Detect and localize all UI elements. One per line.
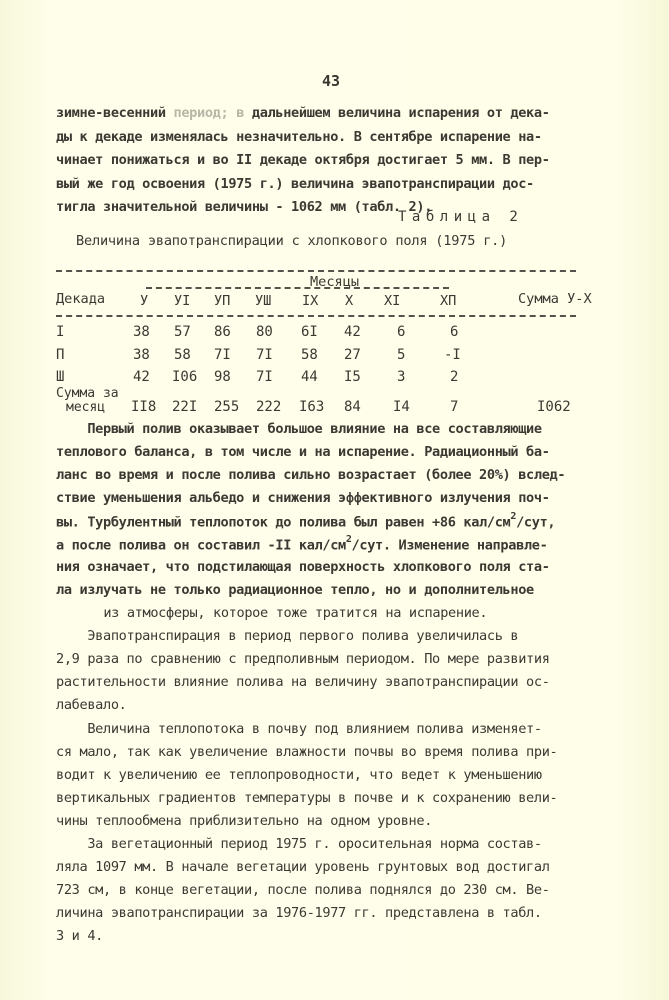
total-value: 7 — [450, 399, 459, 415]
text-line: вый же год освоения (1975 г.) величина эвапотранспирации дос- — [56, 176, 534, 192]
cell-value: 7I — [214, 347, 231, 363]
total-value: 84 — [344, 399, 361, 415]
column-header: IX — [302, 293, 319, 309]
text-line: 3 и 4. — [56, 928, 104, 944]
text-line: тигла значительной величины - 1062 мм (табл. 2). — [56, 199, 433, 215]
text-segment: /сут. Изменение направле- — [351, 537, 548, 554]
text-line: вертикальных градиентов температуры в почве и к сохранению вели- — [56, 790, 558, 806]
cell-value: 2 — [450, 369, 459, 385]
cell-value: 42 — [133, 369, 150, 385]
cell-value: 6 — [450, 324, 459, 340]
faded-text-segment: период; в — [173, 105, 252, 121]
column-header: У — [140, 293, 149, 309]
text-line — [56, 536, 547, 554]
text-line: ланс во время и после полива сильно возрастает (более 20%) вслед- — [56, 467, 566, 483]
column-header: X — [345, 293, 354, 309]
text-line: растительности влияние полива на величину эвапотранспирации ос- — [56, 674, 550, 690]
table-label: Таблица 2 — [398, 209, 524, 225]
cell-value: 3 — [397, 369, 406, 385]
text-line — [56, 513, 555, 531]
text-line: чины теплообмена приблизительно на одном уровне. — [56, 813, 433, 829]
cell-value: 38 — [133, 324, 150, 340]
table-header-rule — [56, 315, 576, 317]
table-top-rule — [56, 270, 576, 272]
text-line: ды к декаде изменялась незначительно. В сентябре испарение на- — [56, 129, 542, 145]
cell-value: 80 — [256, 324, 273, 340]
page-number: 43 — [322, 72, 341, 90]
text-line: 2,9 раза по сравнению с предполивным периодом. По мере развития — [56, 651, 550, 667]
cell-value: 7I — [256, 369, 273, 385]
group-header-months: Месяцы — [310, 274, 360, 290]
cell-value: 42 — [344, 324, 361, 340]
text-line: Величина теплопотока в почву под влиянием полива изменяет- — [56, 721, 542, 737]
total-label-line1: Сумма за — [56, 386, 119, 401]
cell-value: 98 — [214, 369, 231, 385]
total-value: I63 — [299, 399, 325, 415]
text-line: теплового баланса, в том числе и на испарение. Радиационный ба- — [56, 444, 550, 460]
text-line: ся мало, так как увеличение влажности почвы во время полива при- — [56, 744, 558, 760]
cell-value: 86 — [214, 324, 231, 340]
cell-value: 7I — [256, 347, 273, 363]
cell-value: -I — [444, 347, 461, 363]
text-line: водит к увеличению ее теплопроводности, что ведет к уменьшению — [56, 767, 542, 783]
total-value: 222 — [256, 399, 282, 415]
text-line: ствие уменьшения альбедо и снижения эффективного излучения поч- — [56, 490, 550, 506]
total-value: 22I — [172, 399, 198, 415]
text-line: лабевало. — [56, 697, 127, 713]
cell-value: 5 — [397, 347, 406, 363]
text-line: личина эвапотранспирации за 1976-1977 гг. представлена в табл. — [56, 905, 542, 921]
cell-value: 58 — [301, 347, 318, 363]
cell-value: 58 — [174, 347, 191, 363]
text-line: ляла 1097 мм. В начале вегетации уровень грунтовых вод достигал — [56, 859, 550, 875]
total-sum: I062 — [537, 399, 571, 415]
column-header: УП — [214, 293, 231, 309]
column-header: Сумма У-Х — [518, 291, 592, 307]
text-segment: вы. Турбулентный теплопоток до полива был равен +86 кал/см — [56, 514, 511, 531]
total-value: II8 — [131, 399, 157, 415]
cell-value: 6 — [397, 324, 406, 340]
column-header: УШ — [255, 293, 272, 309]
column-header: XП — [440, 293, 457, 309]
superscript: 2 — [345, 534, 352, 545]
text-segment: дальнейшем величина испарения от дека- — [251, 105, 550, 121]
table-caption: Величина эвапотранспирации с хлопкового поля (1975 г.) — [76, 233, 508, 249]
total-value: I4 — [393, 399, 410, 415]
row-decade: П — [56, 347, 65, 363]
text-segment: зимне-весенний — [56, 105, 174, 121]
text-line: Эвапотранспирация в период первого полива увеличилась в — [56, 628, 519, 644]
row-decade: I — [56, 324, 65, 340]
text-line: 723 см, в конце вегетации, после полива поднялся до 230 см. Ве- — [56, 882, 550, 898]
table-group-rule — [146, 287, 449, 289]
text-line — [56, 105, 550, 121]
column-header: XI — [384, 293, 401, 309]
text-segment: /сут, — [516, 514, 556, 531]
column-header: УI — [174, 293, 191, 309]
cell-value: 44 — [301, 369, 318, 385]
row-decade: Ш — [56, 369, 65, 385]
cell-value: 6I — [301, 324, 318, 340]
total-value: 255 — [214, 399, 240, 415]
cell-value: 27 — [344, 347, 361, 363]
cell-value: I5 — [344, 369, 361, 385]
text-line: из атмосферы, которое тоже тратится на испарение. — [72, 605, 488, 621]
column-header: Декада — [56, 291, 106, 307]
cell-value: I06 — [172, 369, 198, 385]
superscript: 2 — [510, 511, 517, 522]
cell-value: 38 — [133, 347, 150, 363]
text-line: чинает понижаться и во II декаде октября достигает 5 мм. В пер- — [56, 152, 550, 168]
text-segment: а после полива он составил -II кал/см — [56, 537, 346, 554]
text-line: ния означает, что подстилающая поверхность хлопкового поля ста- — [56, 559, 550, 575]
text-line: ла излучать не только радиационное тепло, но и дополнительное — [56, 582, 534, 598]
total-label-line2: месяц — [66, 400, 106, 415]
cell-value: 57 — [174, 324, 191, 340]
text-line: За вегетационный период 1975 г. оросительная норма состав- — [56, 836, 542, 852]
text-line: Первый полив оказывает большое влияние на все составляющие — [56, 421, 542, 437]
